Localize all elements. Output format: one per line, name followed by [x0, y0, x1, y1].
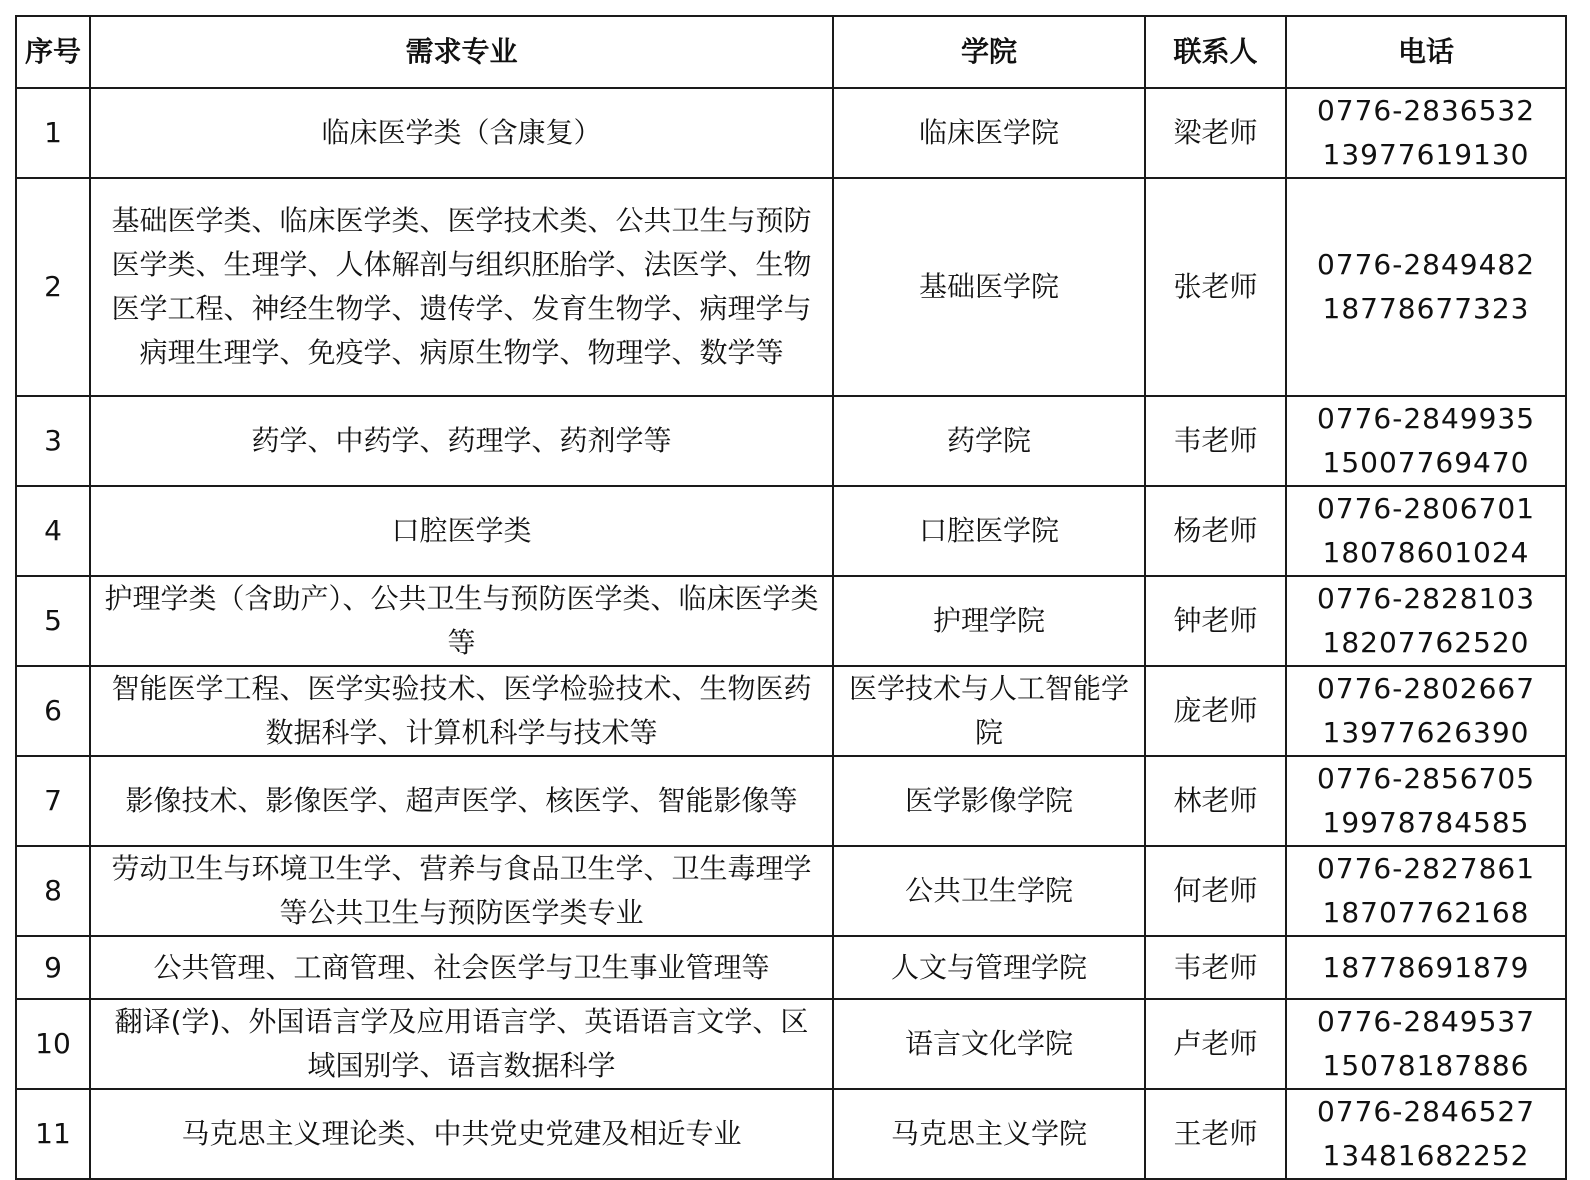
table-row [16, 178, 1566, 396]
cell-major: 临床医学类（含康复） [90, 88, 833, 178]
header-college: 学院 [833, 16, 1145, 88]
cell-college: 护理学院 [833, 576, 1145, 666]
cell-index: 9 [16, 936, 90, 999]
cell-index: 7 [16, 756, 90, 846]
cell-college: 药学院 [833, 396, 1145, 486]
cell-college: 临床医学院 [833, 88, 1145, 178]
cell-index: 8 [16, 846, 90, 936]
cell-college: 马克思主义学院 [833, 1089, 1145, 1179]
cell-major: 劳动卫生与环境卫生学、营养与食品卫生学、卫生毒理学等公共卫生与预防医学类专业 [90, 846, 833, 936]
cell-major: 公共管理、工商管理、社会医学与卫生事业管理等 [90, 936, 833, 999]
cell-major: 翻译(学)、外国语言学及应用语言学、英语语言文学、区域国别学、语言数据科学 [90, 999, 833, 1089]
cell-phone: 0776-2849482 18778677323 [1286, 178, 1566, 396]
cell-college: 口腔医学院 [833, 486, 1145, 576]
cell-phone: 0776-2802667 13977626390 [1286, 666, 1566, 756]
cell-major: 马克思主义理论类、中共党史党建及相近专业 [90, 1089, 833, 1179]
cell-index: 6 [16, 666, 90, 756]
cell-index: 5 [16, 576, 90, 666]
cell-college: 医学技术与人工智能学院 [833, 666, 1145, 756]
header-contact: 联系人 [1145, 16, 1286, 88]
table-row [16, 396, 1566, 486]
cell-phone: 0776-2828103 18207762520 [1286, 576, 1566, 666]
cell-index: 1 [16, 88, 90, 178]
cell-contact: 卢老师 [1145, 999, 1286, 1089]
cell-contact: 林老师 [1145, 756, 1286, 846]
cell-phone: 0776-2806701 18078601024 [1286, 486, 1566, 576]
cell-contact: 杨老师 [1145, 486, 1286, 576]
cell-contact: 何老师 [1145, 846, 1286, 936]
header-major: 需求专业 [90, 16, 833, 88]
cell-college: 公共卫生学院 [833, 846, 1145, 936]
cell-major: 影像技术、影像医学、超声医学、核医学、智能影像等 [90, 756, 833, 846]
cell-index: 11 [16, 1089, 90, 1179]
cell-phone: 0776-2849935 15007769470 [1286, 396, 1566, 486]
cell-contact: 王老师 [1145, 1089, 1286, 1179]
table-header-row [16, 16, 1566, 88]
table-row [16, 846, 1566, 936]
recruitment-table [15, 15, 1567, 1180]
cell-phone: 0776-2846527 13481682252 [1286, 1089, 1566, 1179]
cell-college: 语言文化学院 [833, 999, 1145, 1089]
cell-index: 4 [16, 486, 90, 576]
table-row [16, 756, 1566, 846]
table-row [16, 666, 1566, 756]
header-phone: 电话 [1286, 16, 1566, 88]
header-index: 序号 [16, 16, 90, 88]
cell-phone: 0776-2836532 13977619130 [1286, 88, 1566, 178]
cell-college: 医学影像学院 [833, 756, 1145, 846]
cell-college: 人文与管理学院 [833, 936, 1145, 999]
cell-contact: 韦老师 [1145, 396, 1286, 486]
table-row [16, 576, 1566, 666]
cell-phone: 0776-2827861 18707762168 [1286, 846, 1566, 936]
table-row [16, 1089, 1566, 1179]
cell-major: 护理学类（含助产）、公共卫生与预防医学类、临床医学类等 [90, 576, 833, 666]
cell-contact: 庞老师 [1145, 666, 1286, 756]
cell-major: 口腔医学类 [90, 486, 833, 576]
table-row [16, 936, 1566, 999]
cell-phone: 0776-2849537 15078187886 [1286, 999, 1566, 1089]
cell-contact: 梁老师 [1145, 88, 1286, 178]
cell-major: 智能医学工程、医学实验技术、医学检验技术、生物医药数据科学、计算机科学与技术等 [90, 666, 833, 756]
cell-phone: 18778691879 [1286, 936, 1566, 999]
cell-major: 基础医学类、临床医学类、医学技术类、公共卫生与预防医学类、生理学、人体解剖与组织胚胎学、法医学、生物医学工程、神经生物学、遗传学、发育生物学、病理学与病理生理学、免疫学、病原生物学、物理学、数学等 [90, 178, 833, 396]
table-row [16, 486, 1566, 576]
cell-index: 3 [16, 396, 90, 486]
cell-contact: 钟老师 [1145, 576, 1286, 666]
cell-phone: 0776-2856705 19978784585 [1286, 756, 1566, 846]
cell-contact: 韦老师 [1145, 936, 1286, 999]
cell-college: 基础医学院 [833, 178, 1145, 396]
cell-major: 药学、中药学、药理学、药剂学等 [90, 396, 833, 486]
cell-index: 2 [16, 178, 90, 396]
cell-contact: 张老师 [1145, 178, 1286, 396]
table-row [16, 999, 1566, 1089]
table-row [16, 88, 1566, 178]
cell-index: 10 [16, 999, 90, 1089]
